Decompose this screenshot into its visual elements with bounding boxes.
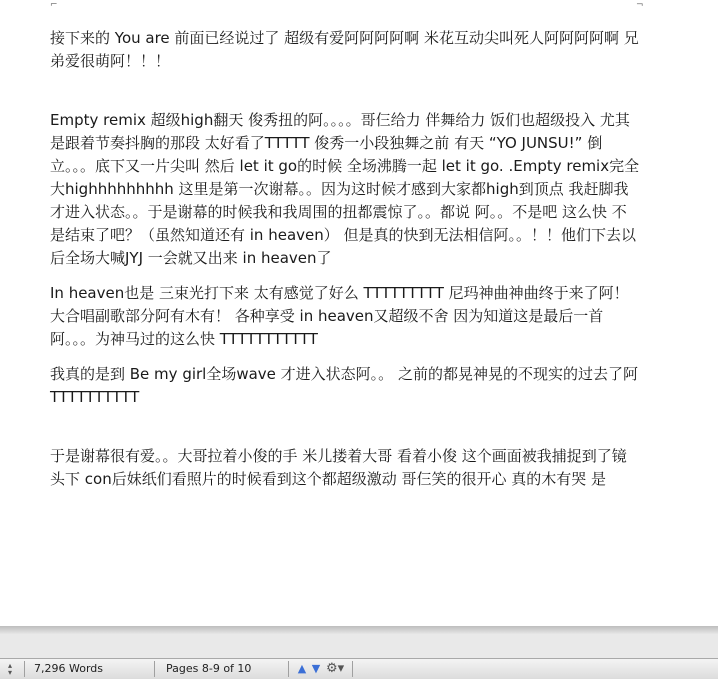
- paragraph-gap: [50, 409, 640, 445]
- status-separator: [24, 661, 25, 677]
- gear-icon[interactable]: ⚙▾: [326, 661, 345, 676]
- status-separator: [352, 661, 353, 677]
- paragraph[interactable]: 我真的是到 Be my girl全场wave 才进入状态阿。。 之前的都晃神晃的不现实的过去了阿 TTTTTTTTTT: [50, 365, 638, 406]
- paragraph[interactable]: 接下来的 You are 前面已经说过了 超级有爱阿阿阿阿啊 米花互动尖叫死人阿阿阿阿啊 兄弟爱很萌阿！！！: [50, 29, 639, 70]
- page-top-marks: [0, 0, 718, 10]
- paragraph-gap: [50, 351, 640, 363]
- paragraph-gap: [50, 73, 640, 109]
- document-body[interactable]: [50, 27, 640, 491]
- margin-mark-right: ¬: [636, 0, 644, 10]
- status-bar: [0, 658, 718, 679]
- page-bottom-edge: [0, 626, 718, 634]
- paragraph[interactable]: 于是谢幕很有爱。。大哥拉着小俊的手 米儿搂着大哥 看着小俊 这个画面被我捕捉到了镜头下 con后妹纸们看照片的时候看到这个都超级激动 哥仨笑的很开心 真的木有哭 是: [50, 447, 627, 488]
- paragraph[interactable]: In heaven也是 三束光打下来 太有感觉了好么 TTTTTTTTT 尼玛神曲神曲终于来了阿！大合唱副歌部分阿有木有！ 各种享受 in heaven又超级不舍 因为知道这是最后一首阿。。。为神马过的这么快 TTTTTTTTTTT: [50, 284, 629, 348]
- next-page-icon[interactable]: ▼: [311, 662, 321, 675]
- paragraph[interactable]: Empty remix 超级high翻天 俊秀扭的阿。。。。哥仨给力 伴舞给力 饭们也超级投入 尤其是跟着节奏抖胸的那段 太好看了TTTTT 俊秀一小段独舞之前 有天 “YO JUNSU!” 倒立。。。底下又一片尖叫 然后 let it go的时候 全场沸腾一起 let it go. .Empty remix完全大highhhhhhhhh 这里是第一次谢幕。。因为这时候才感到大家都high到顶点 我赶脚我才进入状态。。于是谢幕的时候我和我周围的扭都震惊了。。都说 阿。。不是吧 这么快 不是结束了吧？（虽然知道还有 in heaven） 但是真的快到无法相信阿。。！！他们下去以后全场大喊JYJ 一会就又出来 in heaven了: [50, 111, 640, 267]
- margin-mark-left: ⌐: [50, 0, 58, 10]
- resize-stepper-icon[interactable]: ▴ ▾: [8, 661, 13, 677]
- previous-page-icon[interactable]: ▲: [297, 662, 307, 675]
- workspace-background: [0, 634, 718, 658]
- status-separator: [154, 661, 155, 677]
- page-indicator[interactable]: Pages 8-9 of 10: [166, 662, 252, 675]
- paragraph-gap: [50, 270, 640, 282]
- word-count[interactable]: 7,296 Words: [34, 662, 103, 675]
- status-separator: [288, 661, 289, 677]
